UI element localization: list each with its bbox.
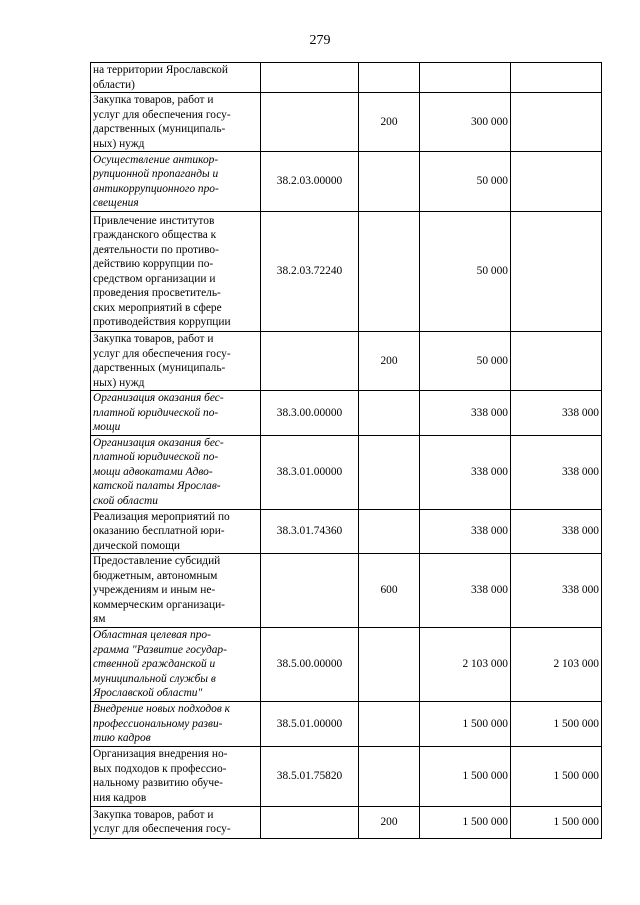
expense-type-cell: [359, 152, 420, 212]
expense-name-line: вых подходов к профессио-: [93, 762, 227, 775]
page-number: 279: [309, 33, 331, 48]
table-row: [91, 63, 602, 93]
amount-year2-cell: 1 500 000: [511, 702, 602, 747]
expense-name-cell: [91, 806, 261, 838]
table-row: [91, 391, 602, 436]
expense-name-line: профессиональному разви-: [93, 717, 223, 730]
expense-name-line: Предоставление субсидий: [93, 555, 221, 568]
amount-year2-cell: [511, 63, 602, 93]
expense-name-line: на территории Ярославской: [93, 64, 228, 76]
expense-name-cell: [91, 509, 261, 554]
expense-name-line: деятельности по противо-: [93, 243, 219, 256]
target-article-cell: 38.3.00.00000: [261, 391, 359, 436]
amount-year1-cell: 1 500 000: [420, 806, 511, 838]
expense-name-line: средством организации и: [93, 272, 216, 285]
target-article-cell: 38.5.01.00000: [261, 702, 359, 747]
expense-name-line: платной юридической по-: [93, 406, 219, 419]
expense-name-line: Закупка товаров, работ и: [93, 94, 214, 106]
expense-name-line: ных) нужд: [93, 137, 145, 150]
table-row: [91, 628, 602, 702]
expense-type-cell: 600: [359, 554, 420, 628]
expense-name-line: коммерческим организаци-: [93, 598, 225, 611]
expense-name-line: ям: [93, 613, 106, 626]
expense-name-line: Реализация мероприятий по: [93, 510, 230, 523]
target-article-cell: 38.2.03.00000: [261, 152, 359, 212]
expense-name-cell: [91, 702, 261, 747]
expense-name-line: Организация внедрения но-: [93, 748, 228, 760]
expense-name-cell: [91, 391, 261, 436]
amount-year1-cell: 1 500 000: [420, 702, 511, 747]
amount-year2-cell: [511, 152, 602, 212]
amount-year1-cell: 300 000: [420, 93, 511, 152]
expense-name-line: Внедрение новых подходов к: [93, 703, 230, 715]
expense-name-cell: [91, 628, 261, 702]
expense-name-line: ния кадров: [93, 791, 147, 804]
budget-table-body: [91, 63, 602, 839]
expense-name-line: дарственных (муниципаль-: [93, 362, 226, 374]
expense-name-line: мощи адвокатами Адво-: [93, 465, 213, 478]
amount-year1-cell: 338 000: [420, 509, 511, 554]
expense-name-line: действию коррупции по-: [93, 258, 214, 270]
target-article-cell: [261, 806, 359, 838]
expense-name-cell: [91, 212, 261, 332]
amount-year2-cell: 1 500 000: [511, 746, 602, 806]
expense-type-cell: 200: [359, 806, 420, 838]
expense-name-line: дарственных (муниципаль-: [93, 123, 226, 135]
target-article-cell: [261, 93, 359, 152]
amount-year1-cell: 50 000: [420, 212, 511, 332]
expense-name-line: Ярославской области": [93, 687, 203, 700]
expense-name-line: гражданского общества к: [93, 229, 217, 241]
amount-year1-cell: 338 000: [420, 435, 511, 509]
table-row: [91, 435, 602, 509]
table-row: [91, 509, 602, 554]
amount-year2-cell: 338 000: [511, 391, 602, 436]
expense-name-cell: [91, 63, 261, 93]
expense-type-cell: [359, 746, 420, 806]
expense-type-cell: [359, 509, 420, 554]
amount-year2-cell: [511, 93, 602, 152]
expense-type-cell: [359, 212, 420, 332]
expense-name-line: услуг для обеспечения госу-: [93, 108, 231, 121]
expense-name-line: платной юридической по-: [93, 451, 219, 464]
table-row: [91, 93, 602, 152]
expense-name-line: дической помощи: [93, 539, 180, 552]
table-row: [91, 212, 602, 332]
expense-name-cell: [91, 93, 261, 152]
expense-name-cell: [91, 332, 261, 391]
amount-year1-cell: 2 103 000: [420, 628, 511, 702]
expense-name-line: ных) нужд: [93, 376, 145, 389]
budget-table: [90, 62, 602, 839]
amount-year2-cell: 338 000: [511, 435, 602, 509]
expense-name-line: мощи: [93, 421, 121, 433]
target-article-cell: [261, 63, 359, 93]
amount-year1-cell: 50 000: [420, 332, 511, 391]
expense-name-line: Закупка товаров, работ и: [93, 333, 214, 345]
expense-name-line: учреждениям и иным не-: [93, 584, 216, 597]
expense-name-line: тию кадров: [93, 732, 151, 744]
table-row: [91, 554, 602, 628]
amount-year1-cell: 338 000: [420, 554, 511, 628]
expense-name-line: Осуществление антикор-: [93, 153, 219, 166]
expense-name-line: оказанию бесплатной юри-: [93, 525, 225, 537]
expense-name-line: бюджетным, автономным: [93, 569, 218, 582]
amount-year2-cell: [511, 332, 602, 391]
expense-name-line: услуг для обеспечения госу-: [93, 823, 231, 835]
target-article-cell: 38.3.01.74360: [261, 509, 359, 554]
amount-year2-cell: [511, 212, 602, 332]
table-row: [91, 152, 602, 212]
amount-year2-cell: 2 103 000: [511, 628, 602, 702]
expense-name-line: Привлечение институтов: [93, 214, 215, 227]
amount-year2-cell: 338 000: [511, 509, 602, 554]
expense-name-line: катской палаты Ярослав-: [93, 480, 221, 493]
expense-name-line: противодействия коррупции: [93, 316, 231, 328]
amount-year2-cell: 1 500 000: [511, 806, 602, 838]
table-row: [91, 702, 602, 747]
expense-name-line: свещения: [93, 197, 139, 209]
expense-name-line: нальному развитию обуче-: [93, 777, 223, 789]
expense-name-cell: [91, 746, 261, 806]
expense-name-line: области): [93, 78, 135, 91]
expense-type-cell: [359, 628, 420, 702]
expense-name-line: услуг для обеспечения госу-: [93, 347, 231, 360]
expense-name-line: проведения просветитель-: [93, 287, 221, 299]
amount-year1-cell: 50 000: [420, 152, 511, 212]
target-article-cell: 38.5.01.75820: [261, 746, 359, 806]
target-article-cell: 38.3.01.00000: [261, 435, 359, 509]
expense-name-line: антикоррупционного про-: [93, 182, 219, 195]
table-row: [91, 806, 602, 838]
target-article-cell: [261, 332, 359, 391]
amount-year1-cell: 1 500 000: [420, 746, 511, 806]
target-article-cell: [261, 554, 359, 628]
amount-year1-cell: [420, 63, 511, 93]
expense-type-cell: [359, 435, 420, 509]
expense-type-cell: [359, 391, 420, 436]
expense-type-cell: 200: [359, 332, 420, 391]
amount-year1-cell: 338 000: [420, 391, 511, 436]
expense-type-cell: [359, 63, 420, 93]
expense-name-cell: [91, 152, 261, 212]
amount-year2-cell: 338 000: [511, 554, 602, 628]
target-article-cell: 38.5.00.00000: [261, 628, 359, 702]
expense-name-line: рупционной пропаганды и: [93, 168, 219, 180]
expense-type-cell: 200: [359, 93, 420, 152]
expense-name-line: Организация оказания бес-: [93, 436, 224, 449]
expense-name-line: Организация оказания бес-: [93, 392, 224, 404]
expense-name-line: ских мероприятий в сфере: [93, 301, 222, 314]
expense-name-line: Закупка товаров, работ и: [93, 808, 214, 821]
table-row: [91, 746, 602, 806]
expense-name-line: муниципальной службы в: [93, 672, 216, 685]
expense-name-cell: [91, 554, 261, 628]
table-row: [91, 332, 602, 391]
expense-type-cell: [359, 702, 420, 747]
expense-name-line: грамма "Развитие государ-: [93, 643, 227, 656]
expense-name-line: ственной гражданской и: [93, 658, 216, 671]
expense-name-line: ской области: [93, 494, 158, 507]
target-article-cell: 38.2.03.72240: [261, 212, 359, 332]
expense-name-cell: [91, 435, 261, 509]
expense-name-line: Областная целевая про-: [93, 629, 211, 642]
